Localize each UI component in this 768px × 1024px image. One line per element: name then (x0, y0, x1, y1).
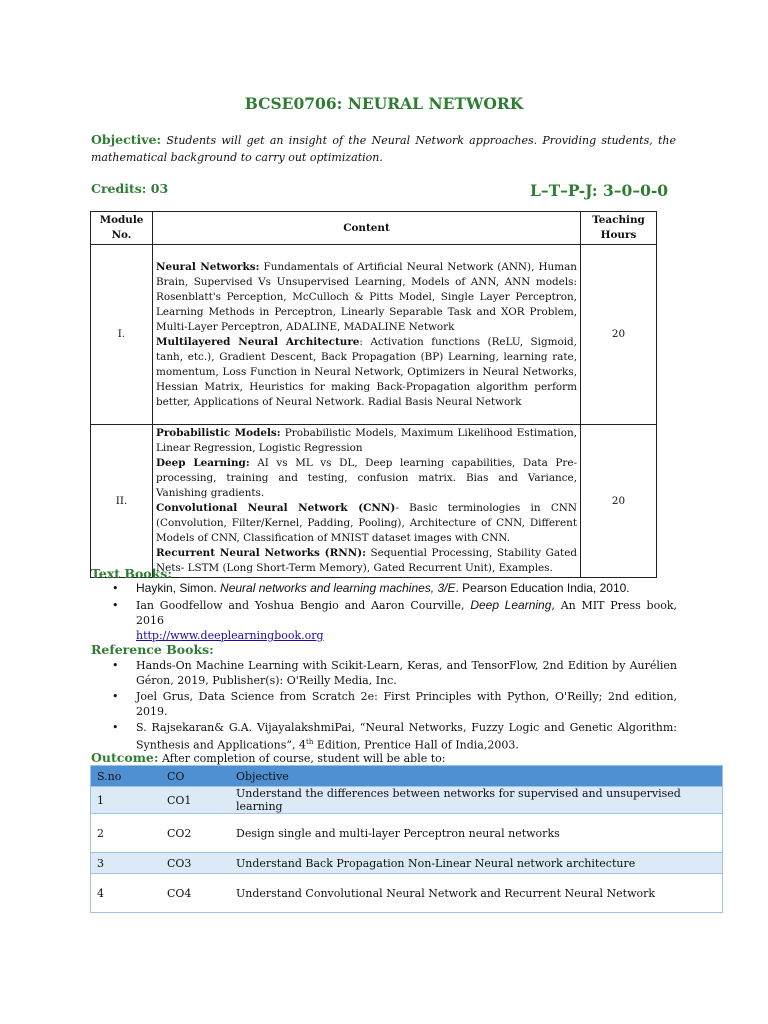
topic-title: Probabilistic Models: (156, 427, 281, 439)
cell-sno: 4 (91, 874, 162, 913)
list-item (112, 581, 677, 596)
cell-co: CO1 (161, 787, 230, 814)
table-row (91, 853, 723, 874)
book-publisher: , An MIT Press book, 2016 (136, 599, 678, 627)
outcome-header-row (91, 766, 723, 787)
cell-objective: Design single and multi-layer Perceptron neural networks (230, 814, 723, 853)
ref-sup: th (306, 738, 314, 746)
teaching-hours: 20 (581, 245, 657, 425)
book-author: Ian Goodfellow and Yoshua Bengio and Aaron Courville, (136, 599, 471, 612)
reference-books-heading: Reference Books: (91, 642, 214, 657)
book-title: Deep Learning (470, 598, 552, 612)
cell-co: CO3 (161, 853, 230, 874)
cell-objective: Understand the differences between networks for supervised and unsupervised learning (230, 787, 723, 814)
module-number: II. (91, 425, 153, 578)
teaching-hours: 20 (581, 425, 657, 578)
text-books-heading: Text Books: (91, 566, 172, 581)
syllabus-header-row (91, 212, 657, 245)
list-item: • Hands-On Machine Learning with Scikit-Learn, Keras, and TensorFlow, 2nd Edition by Aurélien Géron, 2019, Publisher(s): O'Reilly Media, Inc. (112, 658, 677, 688)
page-title: BCSE0706: NEURAL NETWORK (244, 94, 524, 113)
table-row (91, 814, 723, 853)
objective-label: Objective: (91, 132, 162, 147)
header-objective: Objective (230, 766, 723, 787)
header-module: Module No. (91, 212, 153, 245)
header-hours: Teaching Hours (581, 212, 657, 245)
book-publisher: . Pearson Education India, 2010. (455, 581, 630, 595)
header-sno: S.no (91, 766, 162, 787)
syllabus-table (90, 211, 657, 578)
ref-text-end: Edition, Prentice Hall of India,2003. (313, 738, 519, 752)
list-item: • Joel Grus, Data Science from Scratch 2e: First Principles with Python, O'Reilly; 2nd edition, 2019. (112, 689, 677, 719)
table-row (91, 874, 723, 913)
reference-books-list (112, 658, 677, 753)
cell-sno: 3 (91, 853, 162, 874)
cell-objective: Understand Convolutional Neural Network and Recurrent Neural Network (230, 874, 723, 913)
cell-objective: Understand Back Propagation Non-Linear Neural network architecture (230, 853, 723, 874)
ltpj-label: L–T–P-J: 3–0–0-0 (530, 181, 669, 200)
topic-text: AI vs ML vs DL, Deep learning capabilities, Data Pre-processing, training and testing, confusion matrix. Bias and Variance, Vanishing gradients. (156, 457, 577, 499)
book-author: Haykin, Simon. (136, 581, 221, 595)
topic-sep: - (395, 502, 410, 514)
topic-title: Deep Learning: (156, 457, 250, 469)
cell-sno: 2 (91, 814, 162, 853)
topic-text: Probabilistic Models, Maximum Likelihood Estimation, Linear Regression, Logistic Regression (156, 427, 577, 454)
topic-title: Convolutional Neural Network (CNN) (156, 502, 396, 514)
topic-title: Neural Networks: (156, 260, 260, 273)
topic-title: Recurrent Neural Networks (RNN): (156, 547, 366, 559)
module-content (153, 425, 581, 578)
outcome-text: After completion of course, student will be able to: (158, 752, 446, 765)
topic-text: Basic terminologies in CNN (Convolution, Filter/Kernel, Padding, Pooling), Architecture of CNN, Different Models of CNN, Classification of MNIST dataset images with CNN. (156, 502, 577, 544)
cell-sno: 1 (91, 787, 162, 814)
list-item (112, 720, 677, 753)
outcome-table (90, 765, 723, 913)
text-books-list (112, 581, 677, 643)
header-content: Content (153, 212, 581, 245)
module-content (153, 245, 581, 425)
cell-co: CO4 (161, 874, 230, 913)
book-title: Neural networks and learning machines, 3/E (220, 581, 456, 595)
module-number: I. (91, 245, 153, 425)
syllabus-row (91, 245, 657, 425)
topic-text: Activation functions (ReLU, Sigmoid, tanh, etc.), Gradient Descent, Back Propagation (BP) Learning, learning rate, momentum, Loss Function in Neural Network, Optimizers in Neural Networks, Hessian Matrix, Heuristics for making Back-Propagation algorithm perform better, Applications of Neural Network. Radial Basis Neural Network (156, 335, 577, 408)
list-item (112, 598, 677, 643)
table-row (91, 787, 723, 814)
outcome-line (91, 750, 445, 765)
objective-text: Students will get an insight of the Neural Network approaches. Providing students, the mathematical background to carry out optimization. (91, 134, 677, 164)
credits-label: Credits: 03 (91, 181, 169, 196)
header-co: CO (161, 766, 230, 787)
syllabus-row (91, 425, 657, 578)
topic-text: Sequential Processing, Stability Gated Nets- LSTM (Long Short-Term Memory), Gated Recurrent Unit), Examples. (156, 547, 577, 574)
book-link[interactable]: http://www.deeplearningbook.org (136, 629, 324, 642)
objective-paragraph (91, 131, 676, 166)
topic-title: Multilayered Neural Architecture (156, 335, 360, 348)
topic-text: Fundamentals of Artificial Neural Network (ANN), Human Brain, Supervised Vs Unsupervised Learning, Models of ANN, ANN models: Rosenblatt's Perception, McCulloch & Pitts Model, Single Layer Perceptron, Learning Methods in Perceptron, Linearly Separable Task and XOR Problem, Multi-Layer Perceptron, ADALINE, MADALINE Network (156, 260, 577, 333)
ref-text: S. Rajsekaran& G.A. VijayalakshmiPai, “Neural Networks, Fuzzy Logic and Genetic Algorithm: Synthesis and Applications”, 4 (136, 721, 677, 752)
outcome-label: Outcome: (91, 750, 159, 765)
cell-co: CO2 (161, 814, 230, 853)
topic-sep: : (359, 335, 371, 348)
